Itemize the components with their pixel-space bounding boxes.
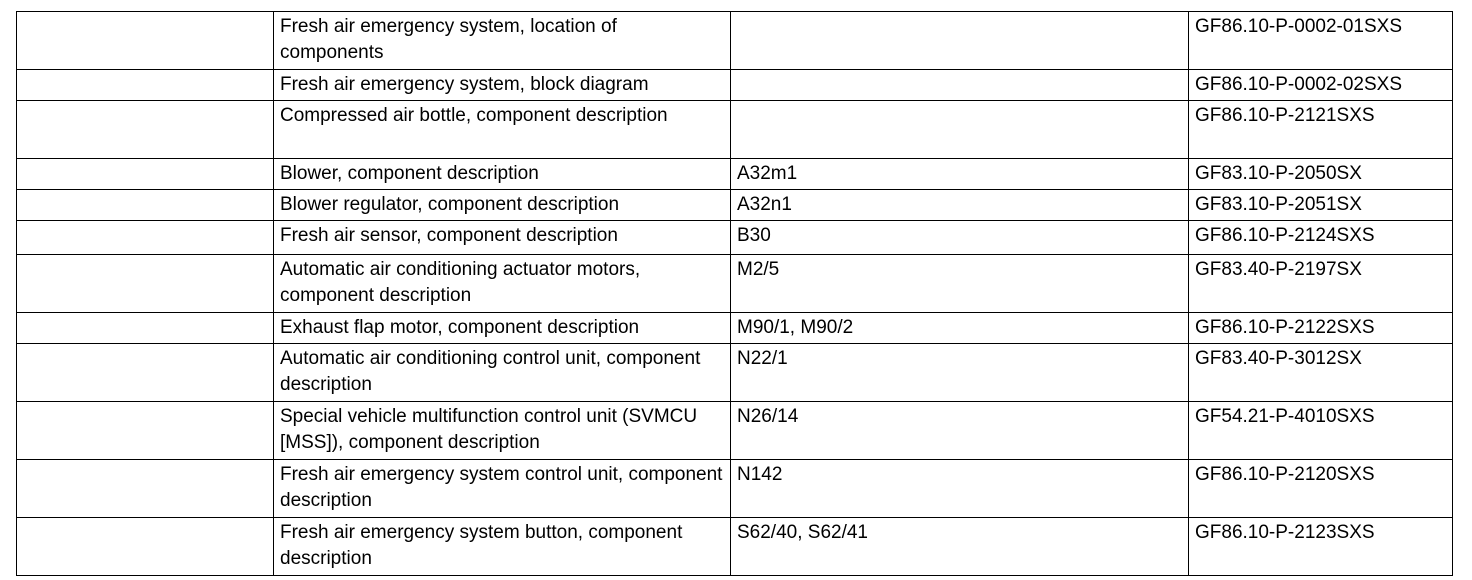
blank-cell (17, 460, 274, 518)
title-cell: Exhaust flap motor, component description (274, 313, 731, 344)
table-row (17, 159, 1453, 190)
document-cell: GF83.10-P-2051SX (1189, 190, 1453, 221)
title-cell: Blower regulator, component description (274, 190, 731, 221)
component-cell: A32m1 (731, 159, 1189, 190)
document-cell: GF86.10-P-0002-02SXS (1189, 70, 1453, 101)
blank-cell (17, 344, 274, 402)
table-body (17, 12, 1453, 576)
blank-cell (17, 70, 274, 101)
component-cell (731, 12, 1189, 70)
table-row (17, 460, 1453, 518)
blank-cell (17, 402, 274, 460)
table-row (17, 255, 1453, 313)
component-cell: S62/40, S62/41 (731, 518, 1189, 576)
table-row (17, 12, 1453, 70)
title-cell: Fresh air emergency system, location of components (274, 12, 731, 70)
table-row (17, 101, 1453, 159)
title-cell: Compressed air bottle, component description (274, 101, 731, 159)
table-row (17, 313, 1453, 344)
table-row (17, 221, 1453, 255)
table-row (17, 402, 1453, 460)
component-cell: A32n1 (731, 190, 1189, 221)
document-cell: GF86.10-P-2122SXS (1189, 313, 1453, 344)
title-cell: Fresh air emergency system control unit, component description (274, 460, 731, 518)
document-cell: GF83.40-P-3012SX (1189, 344, 1453, 402)
table-row (17, 70, 1453, 101)
blank-cell (17, 313, 274, 344)
title-cell: Blower, component description (274, 159, 731, 190)
component-cell (731, 101, 1189, 159)
title-cell: Fresh air emergency system button, component description (274, 518, 731, 576)
table-row (17, 344, 1453, 402)
document-cell: GF86.10-P-0002-01SXS (1189, 12, 1453, 70)
document-cell: GF86.10-P-2124SXS (1189, 221, 1453, 255)
blank-cell (17, 255, 274, 313)
document-cell: GF83.10-P-2050SX (1189, 159, 1453, 190)
component-cell: N26/14 (731, 402, 1189, 460)
title-cell: Automatic air conditioning actuator motors, component description (274, 255, 731, 313)
blank-cell (17, 12, 274, 70)
document-cell: GF86.10-P-2120SXS (1189, 460, 1453, 518)
component-cell: M90/1, M90/2 (731, 313, 1189, 344)
reference-table (16, 11, 1453, 576)
document-cell: GF83.40-P-2197SX (1189, 255, 1453, 313)
component-cell: N22/1 (731, 344, 1189, 402)
document-cell: GF86.10-P-2121SXS (1189, 101, 1453, 159)
document-cell: GF86.10-P-2123SXS (1189, 518, 1453, 576)
table-row (17, 190, 1453, 221)
blank-cell (17, 221, 274, 255)
blank-cell (17, 101, 274, 159)
table-row (17, 518, 1453, 576)
title-cell: Automatic air conditioning control unit, component description (274, 344, 731, 402)
blank-cell (17, 190, 274, 221)
document-cell: GF54.21-P-4010SXS (1189, 402, 1453, 460)
blank-cell (17, 159, 274, 190)
blank-cell (17, 518, 274, 576)
title-cell: Fresh air emergency system, block diagram (274, 70, 731, 101)
title-cell: Special vehicle multifunction control unit (SVMCU [MSS]), component description (274, 402, 731, 460)
component-cell (731, 70, 1189, 101)
title-cell: Fresh air sensor, component description (274, 221, 731, 255)
component-cell: M2/5 (731, 255, 1189, 313)
component-cell: N142 (731, 460, 1189, 518)
component-cell: B30 (731, 221, 1189, 255)
